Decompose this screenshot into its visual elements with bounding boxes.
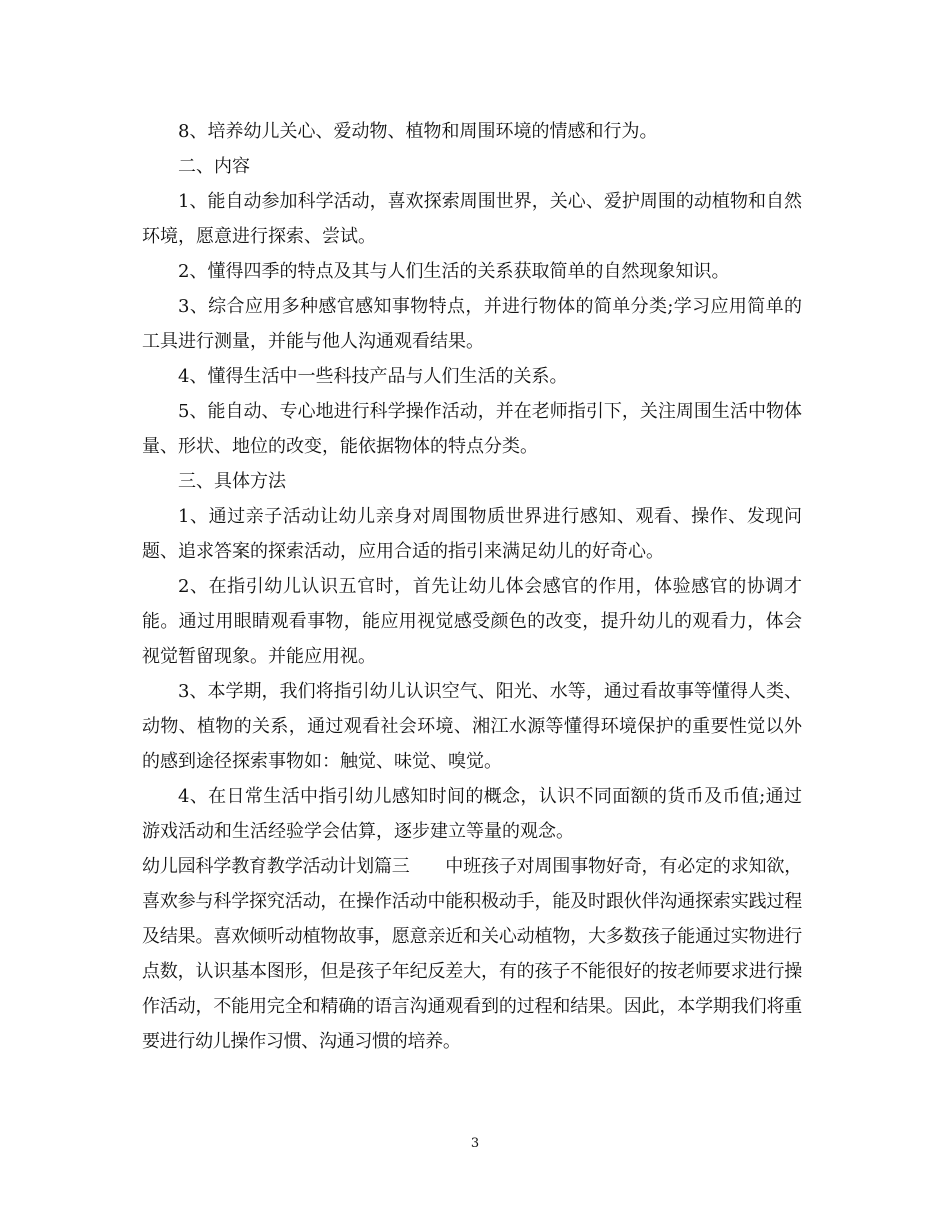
paragraph-method-2: 2、在指引幼儿认识五官时，首先让幼儿体会感官的作用，体验感官的协调才能。通过用眼睛观看事物，能应用视觉感受颜色的改变，提升幼儿的观看力，体会视觉暂留现象。并能应用视。: [142, 576, 802, 667]
section-heading-content: 二、内容: [178, 156, 250, 177]
paragraph-content-4: 4、懂得生活中一些科技产品与人们生活的关系。: [178, 366, 568, 387]
paragraph-method-1: 1、通过亲子活动让幼儿亲身对周围物质世界进行感知、观看、操作、发现问题、追求答案的探索活动，应用合适的指引来满足幼儿的好奇心。: [142, 506, 802, 562]
paragraph-content-3: 3、综合应用多种感官感知事物特点，并进行物体的简单分类;学习应用简单的工具进行测量，并能与他人沟通观看结果。: [142, 296, 802, 352]
document-body: [142, 114, 802, 1059]
paragraph-plan-part-three: 幼儿园科学教育教学活动计划篇三 中班孩子对周围事物好奇，有必定的求知欲，喜欢参与科学探究活动，在操作活动中能积极动手，能及时跟伙伴沟通探索实践过程及结果。喜欢倾听动植物故事，愿意亲近和关心动植物，大多数孩子能通过实物进行点数，认识基本图形，但是孩子年纪反差大，有的孩子不能很好的按老师要求进行操作活动，不能用完全和精确的语言沟通观看到的过程和结果。因此，本学期我们将重要进行幼儿操作习惯、沟通习惯的培养。: [142, 856, 802, 1052]
page-number: 3: [470, 1136, 480, 1151]
paragraph-method-3: 3、本学期，我们将指引幼儿认识空气、阳光、水等，通过看故事等懂得人类、动物、植物的关系，通过观看社会环境、湘江水源等懂得环境保护的重要性觉以外的感到途径探索事物如：触觉、味觉、嗅觉。: [142, 681, 802, 772]
paragraph-goal-8: 8、培养幼儿关心、爱动物、植物和周围环境的情感和行为。: [178, 121, 658, 142]
paragraph-method-4: 4、在日常生活中指引幼儿感知时间的概念，认识不同面额的货币及币值;通过游戏活动和生活经验学会估算，逐步建立等量的观念。: [142, 786, 802, 842]
paragraph-content-2: 2、懂得四季的特点及其与人们生活的关系获取简单的自然现象知识。: [178, 261, 730, 282]
section-heading-methods: 三、具体方法: [178, 471, 286, 492]
paragraph-content-5: 5、能自动、专心地进行科学操作活动，并在老师指引下，关注周围生活中物体量、形状、地位的改变，能依据物体的特点分类。: [142, 401, 802, 457]
paragraph-content-1: 1、能自动参加科学活动，喜欢探索周围世界，关心、爱护周围的动植物和自然环境，愿意进行探索、尝试。: [142, 191, 802, 247]
